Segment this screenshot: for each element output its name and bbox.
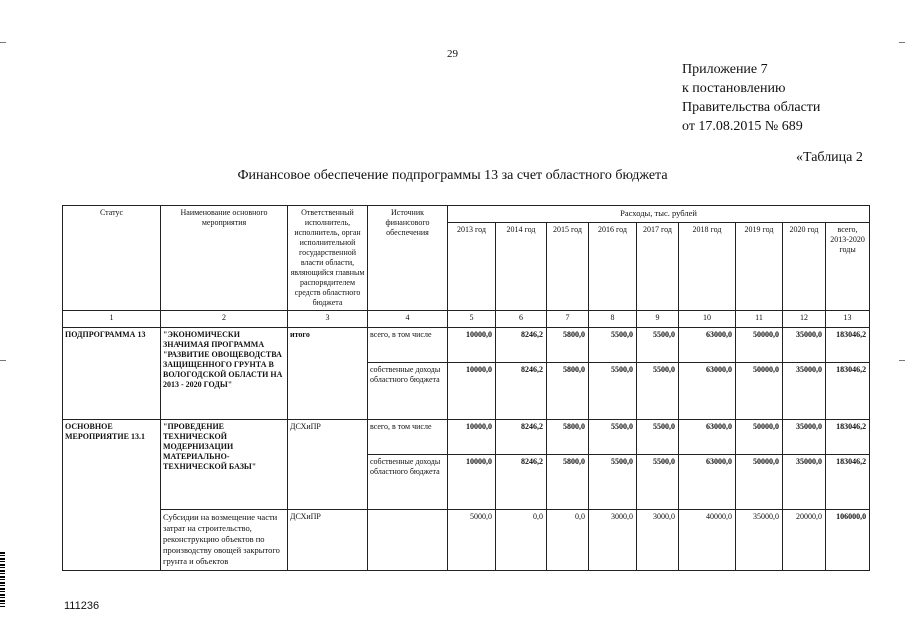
value-cell: 35000,0 [736,510,783,571]
value-cell-total: 183046,2 [826,328,870,363]
value-cell: 5500,0 [637,363,679,420]
value-cell-total: 106000,0 [826,510,870,571]
header-year: 2014 год [496,223,547,311]
row-source: собственные доходы областного бюджета [368,455,448,510]
row-responsible: итого [288,328,368,420]
value-cell: 0,0 [496,510,547,571]
value-cell: 63000,0 [679,455,736,510]
value-cell: 50000,0 [736,328,783,363]
column-number: 5 [448,311,496,328]
column-number: 6 [496,311,547,328]
row-source: собственные доходы областного бюджета [368,363,448,420]
header-name: Наименование основного мероприятия [161,206,288,311]
header-year: 2018 год [679,223,736,311]
value-cell: 50000,0 [736,455,783,510]
value-cell: 5000,0 [448,510,496,571]
column-number: 12 [783,311,826,328]
document-title: Финансовое обеспечение подпрограммы 13 за счет областного бюджета [237,168,668,183]
value-cell: 35000,0 [783,455,826,510]
scan-edge-mark [0,42,6,43]
header-year: 2015 год [547,223,589,311]
column-number: 2 [161,311,288,328]
footer-code: 111236 [64,600,100,612]
value-cell: 10000,0 [448,363,496,420]
header-year: 2017 год [637,223,679,311]
value-cell: 63000,0 [679,363,736,420]
header-row [63,206,870,223]
appendix-line: Приложение 7 [682,62,768,77]
row-source: всего, в том числе [368,328,448,363]
appendix-header [682,60,820,136]
appendix-line: Правительства области [682,100,821,115]
row-source [368,510,448,571]
page-number: 29 [447,48,458,60]
header-expenses: Расходы, тыс. рублей [448,206,870,223]
value-cell-total: 183046,2 [826,455,870,510]
value-cell: 63000,0 [679,328,736,363]
row-name: "ПРОВЕДЕНИЕ ТЕХНИЧЕСКОЙ МОДЕРНИЗАЦИИ МАТЕРИАЛЬНО-ТЕХНИЧЕСКОЙ БАЗЫ" [161,420,288,510]
scan-edge-mark [0,360,6,361]
value-cell: 35000,0 [783,420,826,455]
value-cell: 3000,0 [589,510,637,571]
value-cell: 10000,0 [448,420,496,455]
table-row [63,420,870,455]
value-cell: 50000,0 [736,363,783,420]
header-year: 2020 год [783,223,826,311]
value-cell: 5800,0 [547,363,589,420]
value-cell: 8246,2 [496,363,547,420]
column-number: 7 [547,311,589,328]
row-responsible: ДСХиПР [288,510,368,571]
value-cell: 10000,0 [448,328,496,363]
header-year-total: всего, 2013-2020 годы [826,223,870,311]
column-number-row [63,311,870,328]
value-cell: 5500,0 [589,363,637,420]
value-cell: 5800,0 [547,455,589,510]
table-row [63,510,870,571]
value-cell: 40000,0 [679,510,736,571]
header-year: 2016 год [589,223,637,311]
row-status: ОСНОВНОЕ МЕРОПРИЯТИЕ 13.1 [63,420,161,571]
value-cell: 8246,2 [496,328,547,363]
value-cell: 5500,0 [589,420,637,455]
column-number: 11 [736,311,783,328]
value-cell-total: 183046,2 [826,363,870,420]
header-year: 2019 год [736,223,783,311]
row-name: Субсидии на возмещение части затрат на строительство, реконструкцию объектов по производству овощей закрытого грунта и объектов [161,510,288,571]
value-cell: 8246,2 [496,455,547,510]
value-cell: 5500,0 [637,455,679,510]
row-name: "ЭКОНОМИЧЕСКИ ЗНАЧИМАЯ ПРОГРАММА "РАЗВИТИЕ ОВОЩЕВОДСТВА ЗАЩИЩЕННОГО ГРУНТА В ВОЛОГОДСКОЙ ОБЛАСТИ НА 2013 - 2020 ГОДЫ" [161,328,288,420]
value-cell: 3000,0 [637,510,679,571]
header-responsible: Ответственный исполнитель, исполнитель, орган исполнительной государственной власти области, являющийся главным распорядителем средств областного бюджета [288,206,368,311]
value-cell: 0,0 [547,510,589,571]
value-cell: 5500,0 [589,328,637,363]
scan-edge-mark [899,360,905,361]
column-number: 8 [589,311,637,328]
header-source: Источник финансового обеспечения [368,206,448,311]
column-number: 4 [368,311,448,328]
column-number: 3 [288,311,368,328]
value-cell: 35000,0 [783,363,826,420]
value-cell-total: 183046,2 [826,420,870,455]
row-status: ПОДПРОГРАММА 13 [63,328,161,420]
value-cell: 35000,0 [783,328,826,363]
value-cell: 8246,2 [496,420,547,455]
row-responsible: ДСХиПР [288,420,368,510]
value-cell: 20000,0 [783,510,826,571]
value-cell: 50000,0 [736,420,783,455]
appendix-line: от 17.08.2015 № 689 [682,119,803,134]
table-label: «Таблица 2 [796,150,863,165]
value-cell: 10000,0 [448,455,496,510]
header-status: Статус [63,206,161,311]
appendix-line: к постановлению [682,81,786,96]
value-cell: 5500,0 [589,455,637,510]
value-cell: 5800,0 [547,420,589,455]
value-cell: 5500,0 [637,328,679,363]
row-source: всего, в том числе [368,420,448,455]
column-number: 10 [679,311,736,328]
value-cell: 63000,0 [679,420,736,455]
table-row [63,328,870,363]
scan-barcode-strip [0,552,5,607]
value-cell: 5800,0 [547,328,589,363]
finance-table [62,205,870,571]
column-number: 9 [637,311,679,328]
scan-edge-mark [899,42,905,43]
column-number: 1 [63,311,161,328]
value-cell: 5500,0 [637,420,679,455]
column-number: 13 [826,311,870,328]
header-year: 2013 год [448,223,496,311]
